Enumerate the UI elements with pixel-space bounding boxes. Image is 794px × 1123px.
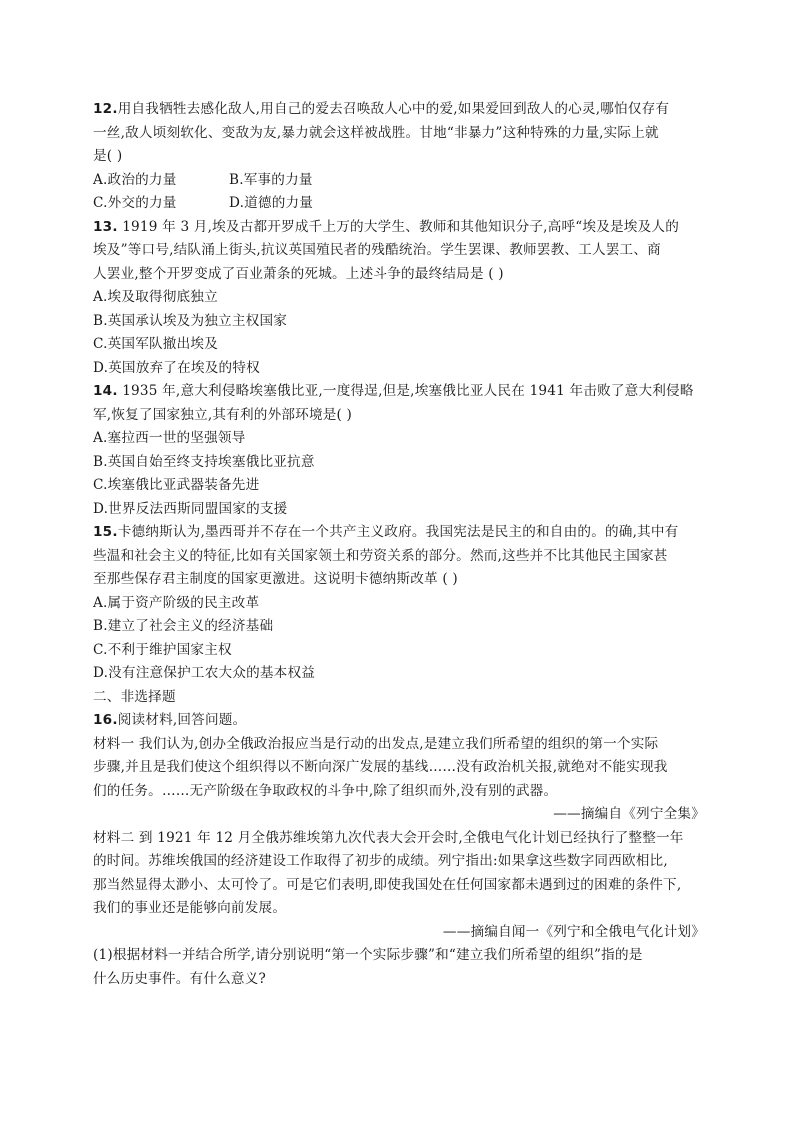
option-b: B.军事的力量	[229, 171, 313, 188]
option-b: B.英国承认埃及为独立主权国家	[93, 312, 288, 329]
question-16	[93, 709, 705, 991]
material-2-line-4: 我们的事业还是能够向前发展。	[93, 900, 287, 916]
question-stem: 阅读材料,回答问题。	[117, 712, 247, 728]
question-15-line-2: 些温和社会主义的特征,比如有关国家领土和劳资关系的部分。然而,这些并不比其他民主国家甚	[93, 547, 668, 564]
option-d: D.没有注意保护工农大众的基本权益	[93, 665, 316, 681]
question-12-line-2: 一丝,敌人顷刻软化、变敌为友,暴力就会这样被战胜。甘地“非暴力”这种特殊的力量,实际上就	[93, 124, 659, 141]
question-stem: 1935 年,意大利侵略埃塞俄比亚,一度得逞,但是,埃塞俄比亚人民在 1941 年击败了意大利侵略	[117, 383, 694, 399]
question-13-line-3: 人罢业,整个开罗变成了百业萧条的死城。上述斗争的最终结局是 ( )	[93, 265, 504, 282]
question-number: 14.	[93, 383, 118, 399]
question-13-line-1	[93, 216, 705, 240]
question-stem: 卡德纳斯认为,墨西哥并不存在一个共产主义政府。我国宪法是民主的和自由的。的确,其中有	[117, 524, 679, 540]
material-2-line-1: 材料二 到 1921 年 12 月全俄苏维埃第九次代表大会开会时,全俄电气化计划已经执行了整整一年	[93, 829, 684, 846]
option-d: D.道德的力量	[229, 195, 314, 211]
option-row	[93, 169, 705, 193]
option-c: C.外交的力量	[93, 195, 177, 211]
material-1-line-3: 们的任务。……无产阶级在争取政权的斗争中,除了组织而外,没有别的武器。	[93, 782, 558, 799]
option-a: A.埃及取得彻底独立	[93, 289, 218, 305]
question-stem: 用自我牺牲去感化敌人,用自己的爱去召唤敌人心中的爱,如果爱回到敌人的心灵,哪怕仅存有	[117, 101, 670, 117]
material-2-source: ——摘编自闻一《列宁和全俄电气化计划》	[442, 923, 705, 940]
question-12-line-3: 是( )	[93, 148, 123, 164]
question-14-line-2: 军,恢复了国家独立,其有利的外部环境是( )	[93, 406, 353, 423]
material-1-line-1: 材料一 我们认为,创办全俄政治报应当是行动的出发点,是建立我们所希望的组织的第一个实际	[93, 735, 659, 752]
question-number: 12.	[93, 101, 118, 117]
material-2-line-3: 那当然显得太渺小、太可怜了。可是它们表明,即使我国处在任何国家都未遇到过的困难的条件下,	[93, 876, 682, 893]
question-number: 13.	[93, 218, 118, 235]
question-15-line-3: 至那些保存君主制度的国家更激进。这说明卡德纳斯改革 ( )	[93, 571, 458, 587]
material-1-source: ——摘编自《列宁全集》	[553, 806, 705, 822]
option-a: A.政治的力量	[93, 171, 177, 188]
question-14-line-1	[93, 380, 705, 404]
question-16-line-1	[93, 709, 705, 733]
section-heading: 二、非选择题	[93, 688, 176, 705]
option-b: B.建立了社会主义的经济基础	[93, 618, 274, 634]
question-number: 15.	[93, 524, 118, 540]
material-1-line-2: 步骤,并且是我们使这个组织得以不断向深广发展的基线……没有政治机关报,就绝对不能实现我	[93, 759, 668, 775]
sub-question-1-line-2: 什么历史事件。有什么意义?	[93, 970, 267, 987]
option-a: A.塞拉西一世的坚强领导	[93, 430, 246, 446]
option-d: D.世界反法西斯同盟国家的支援	[93, 500, 288, 517]
question-13	[93, 216, 705, 381]
question-stem: 1919 年 3 月,埃及古都开罗成千上万的大学生、教师和其他知识分子,高呼“埃及是埃及人的	[117, 218, 679, 235]
question-number: 16.	[93, 712, 118, 728]
option-row	[93, 192, 705, 216]
option-d: D.英国放弃了在埃及的特权	[93, 359, 260, 376]
question-12-line-1	[93, 98, 705, 122]
option-a: A.属于资产阶级的民主改革	[93, 594, 260, 611]
question-13-line-2: 埃及”等口号,结队涌上街头,抗议英国殖民者的残酷统治。学生罢课、教师罢教、工人罢工、商	[93, 242, 661, 258]
option-c: C.埃塞俄比亚武器装备先进	[93, 477, 260, 493]
material-2-line-2: 的时间。苏维埃俄国的经济建设工作取得了初步的成绩。列宁指出:如果拿这些数字同西欧相比,	[93, 853, 668, 869]
option-b: B.英国自始至终支持埃塞俄比亚抗意	[93, 453, 315, 470]
sub-question-1-line-1: (1)根据材料一并结合所学,请分别说明“第一个实际步骤”和“建立我们所希望的组织”指的是	[93, 947, 643, 963]
question-15-line-1	[93, 521, 705, 545]
exam-content	[93, 98, 705, 991]
question-12	[93, 98, 705, 216]
option-c: C.不利于维护国家主权	[93, 641, 232, 658]
question-15	[93, 521, 705, 686]
question-14	[93, 380, 705, 521]
option-c: C.英国军队撤出埃及	[93, 336, 218, 352]
